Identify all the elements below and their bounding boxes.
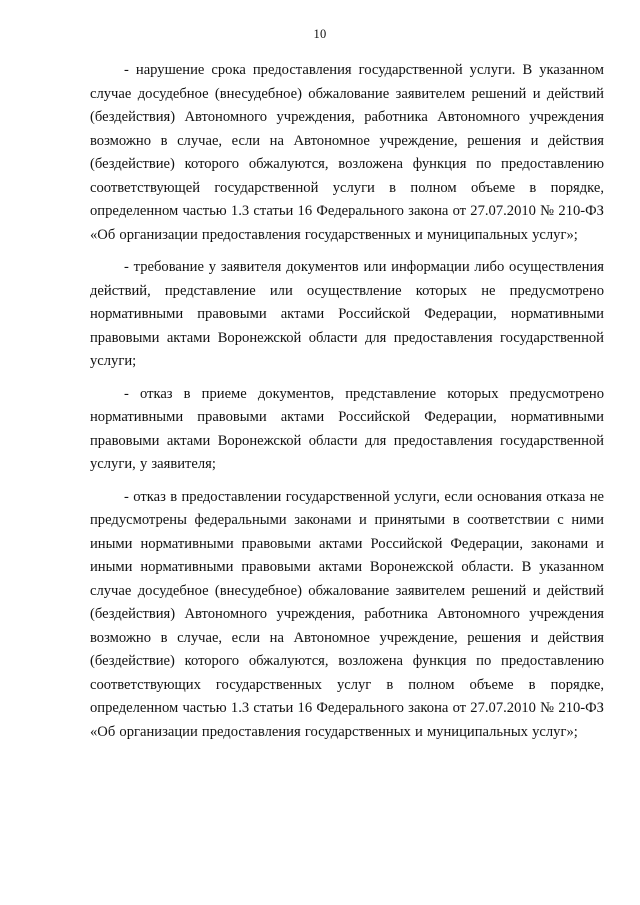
paragraph-refusal-of-service: - отказ в предоставлении государственной услуги, если основания отказа не предусмотрены федеральными законами и принятыми в соответствии с ними иными нормативными правовыми актами Российской Федерации, законами и иными нормативными правовыми актами Воронежской области. В указанном случае досудебное (внесудебное) обжалование заявителем решений и действий (бездействия) Автономного учреждения, работника Автономного учреждения возможно в случае, если на Автономное учреждение, решения и действия (бездействие) которого обжалуются, возложена функция по предоставлению соответствующих государственных услуг в полном объеме в порядке, определенном частью 1.3 статьи 16 Федерального закона от 27.07.2010 № 210-ФЗ «Об организации предоставления государственных и муниципальных услуг»;	[90, 488, 604, 740]
paragraph-violation-of-term: - нарушение срока предоставления государственной услуги. В указанном случае досудебное (внесудебное) обжалование заявителем решений и действий (бездействия) Автономного учреждения, работника Автономного учреждения возможно в случае, если на Автономное учреждение, решения и действия (бездействие) которого обжалуются, возложена функция по предоставлению соответствующей государственной услуги в полном объеме в порядке, определенном частью 1.3 статьи 16 Федерального закона от 27.07.2010 № 210-ФЗ «Об организации предоставления государственных и муниципальных услуг»;	[90, 62, 604, 243]
document-body	[90, 59, 604, 744]
paragraph-documents-requirement: - требование у заявителя документов или информации либо осуществления действий, представление или осуществление которых не предусмотрено нормативными правовыми актами Российской Федерации, нормативными правовыми актами Воронежской области для предоставления государственной услуги;	[90, 259, 604, 369]
paragraph-refusal-to-accept: - отказ в приеме документов, представление которых предусмотрено нормативными правовыми актами Российской Федерации, нормативными правовыми актами Воронежской области для предоставления государственной услуги, у заявителя;	[90, 385, 604, 472]
page-number: 10	[313, 27, 327, 41]
